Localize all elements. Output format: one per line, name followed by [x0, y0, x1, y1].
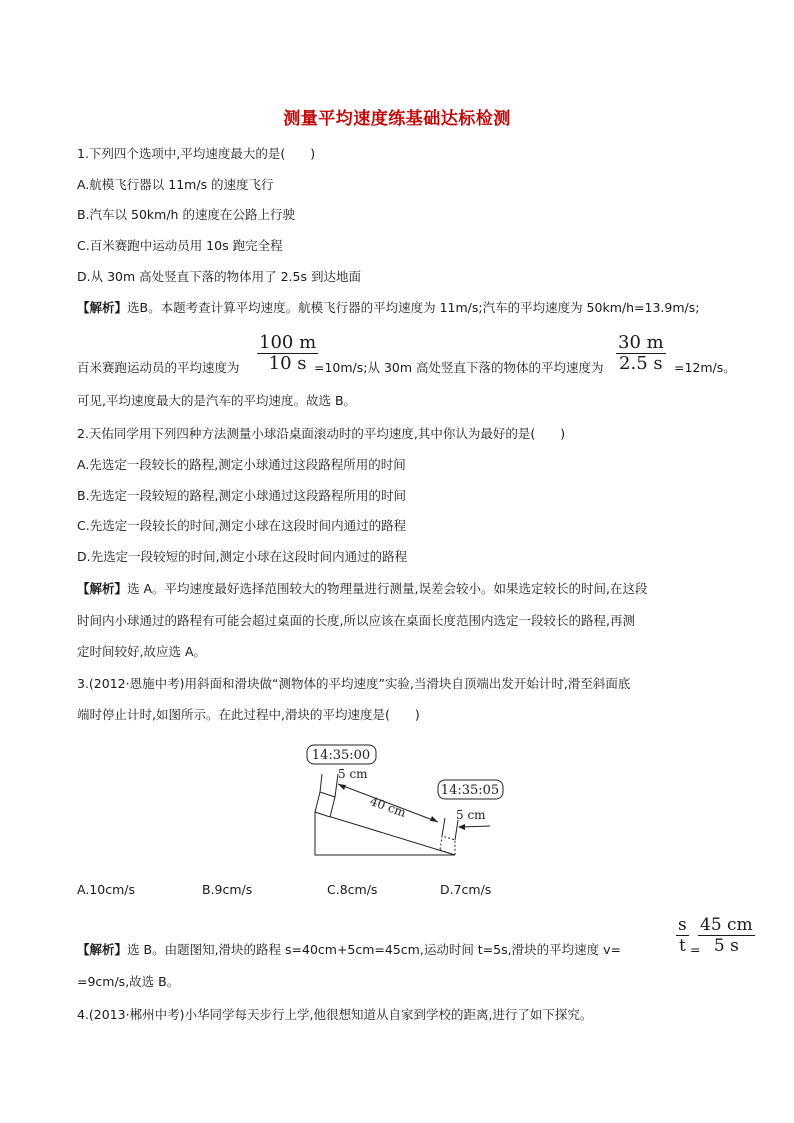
q3-analysis-line-1 — [77, 941, 621, 959]
q2-analysis-line-3: 定时间较好,故应选 A。 — [77, 644, 206, 659]
q2-option-d: D.先选定一段较短的时间,测定小球在这段时间内通过的路程 — [77, 549, 408, 564]
q2-option-a: A.先选定一段较长的路程,测定小球通过这段路程所用的时间 — [77, 457, 406, 472]
q3-fraction-45-5-numerator: 45 cm — [700, 915, 753, 935]
q3-fraction-st — [676, 915, 689, 956]
distance-arrow-head-left — [338, 784, 346, 790]
block-top — [315, 792, 335, 817]
distance-arrow-head-right — [430, 816, 438, 822]
q1-fraction-2 — [616, 333, 666, 374]
q1-option-d: D.从 30m 高处竖直下落的物体用了 2.5s 到达地面 — [77, 269, 361, 284]
q3-option-c: C.8cm/s — [327, 882, 378, 897]
q3-option-a: A.10cm/s — [77, 882, 135, 897]
q2-analysis-tag: 【解析】 — [77, 581, 128, 596]
q1-stem: 1.下列四个选项中,平均速度最大的是( ) — [77, 146, 316, 161]
q1-option-c: C.百米赛跑中运动员用 10s 跑完全程 — [77, 238, 283, 253]
q3-analysis-tag: 【解析】 — [77, 942, 128, 957]
distance-label: 40 cm — [368, 794, 408, 820]
q1-fraction-1-numerator: 100 m — [259, 332, 317, 353]
q2-analysis-text-1: 选 A。平均速度最好选择范围较大的物理量进行测量,误差会较小。如果选定较长的时间,在这段 — [127, 581, 648, 596]
q1-analysis-text-2b: =10m/s;从 30m 高处竖直下落的物体的平均速度为 — [314, 360, 604, 375]
block-bottom — [440, 836, 455, 855]
block-top-tick-left — [320, 774, 322, 792]
q1-analysis-tag: 【解析】 — [77, 300, 128, 315]
q3-fraction-45-5 — [698, 915, 755, 956]
q2-option-c: C.先选定一段较长的时间,测定小球在这段时间内通过的路程 — [77, 518, 407, 533]
q3-equals-sign: = — [690, 942, 701, 957]
q3-stem-line-1: 3.(2012·恩施中考)用斜面和滑块做“测物体的平均速度”实验,当滑块自顶端出发开始计时,滑至斜面底 — [77, 676, 631, 691]
q3-option-b: B.9cm/s — [202, 882, 253, 897]
q1-fraction-2-denominator: 2.5 s — [616, 353, 666, 374]
block-bottom-tick-left — [442, 818, 445, 836]
q3-fraction-45-5-denominator: 5 s — [698, 935, 755, 956]
q4-stem: 4.(2013·郴州中考)小华同学每天步行上学,他很想知道从自家到学校的距离,进行了如下探究。 — [77, 1007, 593, 1022]
q1-option-b: B.汽车以 50km/h 的速度在公路上行驶 — [77, 207, 295, 222]
q1-analysis-text-2a: 百米赛跑运动员的平均速度为 — [77, 360, 240, 375]
q1-analysis-line-3: 可见,平均速度最大的是汽车的平均速度。故选 B。 — [77, 393, 357, 408]
clock-end-time: 14:35:05 — [440, 783, 500, 798]
q3-fraction-st-numerator: s — [678, 915, 687, 935]
q1-option-a: A.航模飞行器以 11m/s 的速度飞行 — [77, 177, 274, 192]
q1-analysis-text-2c: =12m/s。 — [674, 360, 736, 375]
q1-analysis-text-1: 选B。本题考查计算平均速度。航模飞行器的平均速度为 11m/s;汽车的平均速度为 50km/h=13.9m/s; — [127, 300, 700, 315]
q1-fraction-1-denominator: 10 s — [257, 353, 318, 374]
page-title: 测量平均速度练基础达标检测 — [283, 109, 511, 129]
q1-analysis-line-1 — [77, 299, 699, 317]
clock-start-time: 14:35:00 — [311, 748, 371, 763]
q3-stem-line-2: 端时停止计时,如图所示。在此过程中,滑块的平均速度是( ) — [77, 707, 420, 722]
block-top-length: 5 cm — [338, 767, 368, 781]
q3-analysis-line-2: =9cm/s,故选 B。 — [77, 974, 180, 989]
q2-option-b: B.先选定一段较短的路程,测定小球通过这段路程所用的时间 — [77, 488, 407, 503]
q3-fraction-st-denominator: t — [676, 935, 689, 956]
q2-analysis-line-2: 时间内小球通过的路程有可能会超过桌面的长度,所以应该在桌面长度范围内选定一段较长的路程,再测 — [77, 613, 635, 628]
q3-analysis-text-1a: 选 B。由题图知,滑块的路程 s=40cm+5cm=45cm,运动时间 t=5s,滑块的平均速度 v= — [127, 942, 621, 957]
q3-option-d: D.7cm/s — [440, 882, 492, 897]
q2-analysis-line-1 — [77, 580, 648, 598]
block-bottom-arrow-head — [458, 824, 465, 830]
block-bottom-length: 5 cm — [456, 808, 486, 822]
block-bottom-tick-right — [455, 820, 458, 840]
q3-incline-figure — [290, 738, 520, 863]
q1-fraction-1 — [257, 333, 318, 374]
q1-fraction-2-numerator: 30 m — [618, 332, 664, 353]
q2-stem: 2.天佑同学用下列四种方法测量小球沿桌面滚动时的平均速度,其中你认为最好的是( ) — [77, 426, 566, 441]
block-bottom-arrow — [461, 826, 490, 827]
